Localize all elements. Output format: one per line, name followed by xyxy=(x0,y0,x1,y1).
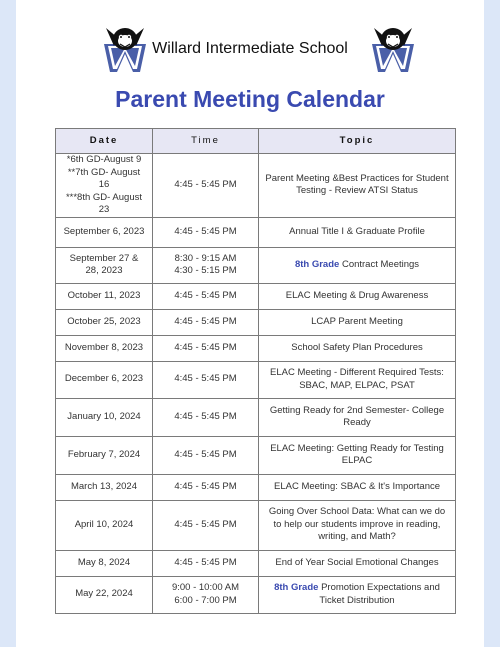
date-cell: January 10, 2024 xyxy=(56,398,153,436)
time-cell: 4:45 - 5:45 PM xyxy=(153,217,259,247)
table-row xyxy=(56,283,456,309)
date-cell: April 10, 2024 xyxy=(56,500,153,550)
table-row xyxy=(56,217,456,247)
time-line: 4:30 - 5:15 PM xyxy=(174,265,237,276)
topic-cell: Annual Title I & Graduate Profile xyxy=(259,217,456,247)
school-header xyxy=(16,24,484,80)
topic-cell: Going Over School Data: What can we do to help our students improve in reading, writing, and Math? xyxy=(259,500,456,550)
topic-cell: ELAC Meeting: Getting Ready for Testing ELPAC xyxy=(259,436,456,474)
time-cell: 4:45 - 5:45 PM xyxy=(153,335,259,361)
meeting-calendar-table xyxy=(55,128,456,614)
time-cell: 4:45 - 5:45 PM xyxy=(153,550,259,576)
table-row xyxy=(56,550,456,576)
table-row xyxy=(56,154,456,218)
column-header-time: Time xyxy=(153,129,259,154)
date-cell: December 6, 2023 xyxy=(56,361,153,398)
topic-cell: Getting Ready for 2nd Semester- College Ready xyxy=(259,398,456,436)
table-row xyxy=(56,500,456,550)
time-line: 9:00 - 10:00 AM xyxy=(171,582,240,593)
date-cell: October 11, 2023 xyxy=(56,283,153,309)
time-cell xyxy=(153,576,259,613)
table-header-row xyxy=(56,129,456,154)
topic-cell xyxy=(259,576,456,613)
topic-text: Promotion Expectations and Ticket Distribution xyxy=(318,582,440,606)
date-cell: May 8, 2024 xyxy=(56,550,153,576)
column-header-topic: Topic xyxy=(259,129,456,154)
table-row xyxy=(56,576,456,613)
table-row xyxy=(56,361,456,398)
table-row xyxy=(56,398,456,436)
time-cell: 4:45 - 5:45 PM xyxy=(153,283,259,309)
topic-highlight: 8th Grade xyxy=(294,258,340,270)
table-row xyxy=(56,474,456,500)
topic-cell: ELAC Meeting - Different Required Tests: SBAC, MAP, ELPAC, PSAT xyxy=(259,361,456,398)
date-line: ***8th GD- August 23 xyxy=(65,191,143,215)
topic-cell: ELAC Meeting & Drug Awareness xyxy=(259,283,456,309)
topic-cell: Parent Meeting &Best Practices for Student Testing - Review ATSI Status xyxy=(259,154,456,218)
time-cell: 4:45 - 5:45 PM xyxy=(153,309,259,335)
table-row xyxy=(56,436,456,474)
topic-highlight: 8th Grade xyxy=(274,582,319,593)
table-row xyxy=(56,335,456,361)
date-cell xyxy=(56,154,153,218)
time-cell: 4:45 - 5:45 PM xyxy=(153,361,259,398)
date-cell: May 22, 2024 xyxy=(56,576,153,613)
date-cell: March 13, 2024 xyxy=(56,474,153,500)
time-cell: 4:45 - 5:45 PM xyxy=(153,398,259,436)
time-cell: 4:45 - 5:45 PM xyxy=(153,474,259,500)
topic-cell xyxy=(259,247,456,283)
date-line: **7th GD- August 16 xyxy=(67,166,141,190)
date-line: *6th GD-August 9 xyxy=(66,154,142,165)
date-cell: February 7, 2024 xyxy=(56,436,153,474)
table-row xyxy=(56,309,456,335)
time-line: 8:30 - 9:15 AM xyxy=(174,252,237,264)
date-cell: November 8, 2023 xyxy=(56,335,153,361)
time-cell: 4:45 - 5:45 PM xyxy=(153,500,259,550)
date-cell: September 27 & 28, 2023 xyxy=(56,247,153,283)
time-cell: 4:45 - 5:45 PM xyxy=(153,436,259,474)
topic-text: Contract Meetings xyxy=(339,258,420,270)
time-line: 6:00 - 7:00 PM xyxy=(174,594,237,606)
date-cell: September 6, 2023 xyxy=(56,217,153,247)
willard-logo-icon xyxy=(368,24,418,74)
page-title: Parent Meeting Calendar xyxy=(115,86,385,112)
topic-cell: End of Year Social Emotional Changes xyxy=(259,550,456,576)
school-name: Willard Intermediate School xyxy=(152,40,348,57)
time-cell: 4:45 - 5:45 PM xyxy=(153,154,259,218)
date-cell: October 25, 2023 xyxy=(56,309,153,335)
table-row xyxy=(56,247,456,283)
topic-cell: LCAP Parent Meeting xyxy=(259,309,456,335)
time-cell xyxy=(153,247,259,283)
topic-cell: School Safety Plan Procedures xyxy=(259,335,456,361)
topic-cell: ELAC Meeting: SBAC & It's Importance xyxy=(259,474,456,500)
column-header-date: Date xyxy=(56,129,153,154)
